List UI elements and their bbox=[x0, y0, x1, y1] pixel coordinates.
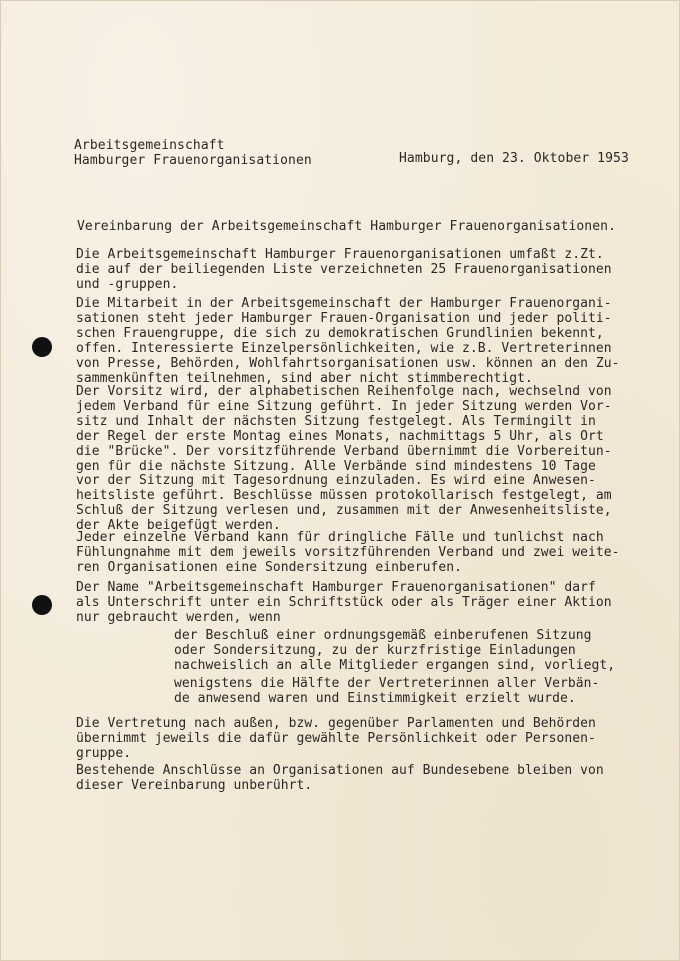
sender-line-1: Arbeitsgemeinschaft bbox=[74, 138, 225, 153]
paragraph-chairmanship: Der Vorsitz wird, der alphabetischen Reihenfolge nach, wechselnd von jedem Verband für eine Sitzung geführt. In jeder Sitzung werden Vor- sitz und Inhalt der nächsten Sitzung festgelegt. Als Termingilt in der Regel der erste Montag eines Monats, nachmittags 5 Uhr, als Ort die "Brücke". Der vorsitzführende Verband übernimmt die Vorbereitun- gen für die nächste Sitzung. Alle Verbände sind mindestens 10 Tage vor der Sitzung mit Tagesordnung einzuladen. Es wird eine Anwesen- heitsliste geführt. Beschlüsse müssen protokollarisch festgelegt, am Schluß der Sitzung verlesen und, zusammen mit der Anwesenheitsliste, der Akte beigefügt werden. bbox=[76, 384, 612, 534]
paragraph-name-usage: Der Name "Arbeitsgemeinschaft Hamburger Frauenorganisationen" darf als Unterschrift unter ein Schriftstück oder als Träger einer Aktion nur gebraucht werden, wenn bbox=[76, 580, 612, 625]
place-date: Hamburg, den 23. Oktober 1953 bbox=[399, 151, 629, 166]
paragraph-representation: Die Vertretung nach außen, bzw. gegenüber Parlamenten und Behörden übernimmt jeweils die dafür gewählte Persönlichkeit oder Personen- gruppe. bbox=[76, 716, 596, 761]
sender-line-2: Hamburger Frauenorganisationen bbox=[74, 153, 312, 168]
paragraph-participation: Die Mitarbeit in der Arbeitsgemeinschaft der Hamburger Frauenorgani- sationen steht jeder Hamburger Frauen-Organisation und jeder politi- schen Frauengruppe, die sich zu demokratischen Grundlinien bekennt, offen. Interessierte Einzelpersönlichkeiten, wie z.B. Vertreterinnen von Presse, Behörden, Wohlfahrtsorganisationen usw. können an den Zu- sammenkünften teilnehmen, sind aber nicht stimmberechtigt. bbox=[76, 296, 620, 386]
paragraph-federal-affiliations: Bestehende Anschlüsse an Organisationen auf Bundesebene bleiben von dieser Vereinbarung unberührt. bbox=[76, 763, 604, 793]
paragraph-special-session: Jeder einzelne Verband kann für dringliche Fälle und tunlichst nach Fühlungnahme mit dem jeweils vorsitzführenden Verband und zwei weite- ren Organisationen eine Sondersitzung einberufen. bbox=[76, 530, 620, 575]
condition-resolution: der Beschluß einer ordnungsgemäß einberufenen Sitzung oder Sondersitzung, zu der kurzfristige Einladungen nachweislich an alle Mitglieder ergangen sind, vorliegt, bbox=[174, 628, 616, 673]
document-title: Vereinbarung der Arbeitsgemeinschaft Hamburger Frauenorganisationen. bbox=[77, 219, 617, 234]
paragraph-membership: Die Arbeitsgemeinschaft Hamburger Frauenorganisationen umfaßt z.Zt. die auf der beiliegenden Liste verzeichneten 25 Frauenorganisationen und -gruppen. bbox=[76, 247, 612, 292]
punch-hole-upper bbox=[32, 337, 52, 357]
punch-hole-lower bbox=[32, 595, 52, 615]
condition-quorum: wenigstens die Hälfte der Vertreterinnen aller Verbän- de anwesend waren und Einstimmigkeit erzielt wurde. bbox=[174, 676, 600, 706]
